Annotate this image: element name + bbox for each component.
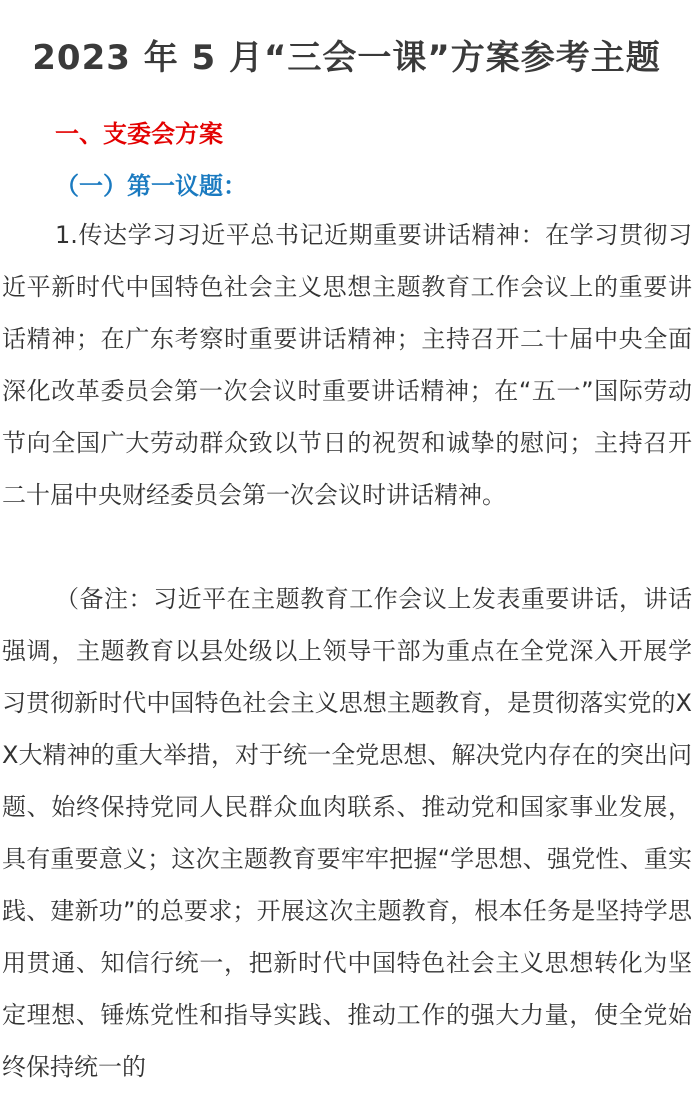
note-paragraph: （备注：习近平在主题教育工作会议上发表重要讲话，讲话强调，主题教育以县处级以上领导干部为重点在全党深入开展学习贯彻新时代中国特色社会主义思想主题教育，是贯彻落实党的XX大精神的重大举措，对于统一全党思想、解决党内存在的突出问题、始终保持党同人民群众血肉联系、推动党和国家事业发展，具有重要意义；这次主题教育要牢牢把握“学思想、强党性、重实践、建新功”的总要求；开展这次主题教育，根本任务是坚持学思用贯通、知信行统一，把新时代中国特色社会主义思想转化为坚定理想、锤炼党性和指导实践、推动工作的强大力量，使全党始终保持统一的 [2, 585, 692, 1081]
document-title: 2023 年 5 月“三会一课”方案参考主题 [32, 38, 661, 78]
body-paragraph: 1.传达学习习近平总书记近期重要讲话精神：在学习贯彻习近平新时代中国特色社会主义思想主题教育工作会议上的重要讲话精神；在广东考察时重要讲话精神；主持召开二十届中央全面深化改革委员会第一次会议时重要讲话精神；在“五一”国际劳动节向全国广大劳动群众致以节日的祝贺和诚挚的慰问；主持召开二十届中央财经委员会第一次会议时讲话精神。 [2, 221, 692, 509]
section-heading: 一、支委会方案 [55, 120, 223, 148]
subsection-heading: （一）第一议题： [55, 172, 247, 200]
